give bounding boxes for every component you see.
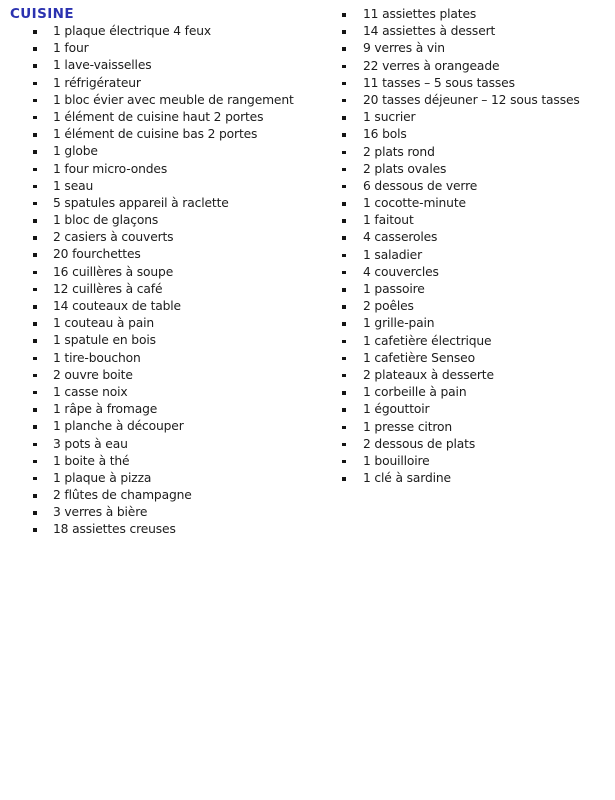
list-item-text: 1 clé à sardine	[363, 471, 451, 486]
bullet-icon	[33, 202, 37, 206]
list-item	[342, 229, 607, 246]
bullet-icon	[342, 374, 346, 378]
list-item-text: 11 tasses – 5 sous tasses	[363, 75, 515, 90]
list-item	[342, 333, 607, 350]
list-item-text: 1 réfrigérateur	[53, 75, 141, 90]
list-item-text: 1 casse noix	[53, 384, 128, 399]
list-item	[33, 418, 310, 435]
bullet-icon	[342, 443, 346, 447]
list-item	[33, 332, 310, 349]
list-item	[33, 504, 310, 521]
list-item-text: 1 élément de cuisine haut 2 portes	[53, 109, 264, 124]
list-item-text: 1 seau	[53, 178, 94, 193]
list-item	[33, 229, 310, 246]
list-item-text: 6 dessous de verre	[363, 178, 478, 193]
bullet-icon	[342, 288, 346, 292]
bullet-icon	[342, 477, 346, 481]
list-item-text: 1 bouilloire	[363, 453, 430, 468]
list-item	[342, 453, 607, 470]
list-item	[342, 470, 607, 487]
bullet-icon	[342, 322, 346, 326]
list-item	[342, 195, 607, 212]
list-item-text: 2 plateaux à desserte	[363, 367, 494, 382]
list-item	[33, 281, 310, 298]
bullet-icon	[33, 357, 37, 361]
list-item-text: 5 spatules appareil à raclette	[53, 195, 229, 210]
list-item	[33, 246, 310, 263]
bullet-icon	[33, 528, 37, 532]
list-item	[342, 144, 607, 161]
list-item-text: 11 assiettes plates	[363, 7, 477, 21]
list-item-text: 1 corbeille à pain	[363, 385, 467, 400]
list-item	[342, 281, 607, 298]
bullet-icon	[33, 168, 37, 172]
list-item	[33, 401, 310, 418]
bullet-icon	[33, 271, 37, 275]
list-item	[33, 367, 310, 384]
bullet-icon	[33, 305, 37, 309]
bullet-icon	[33, 494, 37, 498]
bullet-icon	[342, 202, 346, 206]
bullet-icon	[342, 408, 346, 412]
list-item	[342, 126, 607, 143]
bullet-icon	[342, 236, 346, 240]
list-item-text: 1 boite à thé	[53, 453, 130, 468]
list-item-text: 1 râpe à fromage	[53, 402, 158, 417]
list-item-text: 22 verres à orangeade	[363, 58, 500, 73]
bullet-icon	[33, 425, 37, 429]
list-item	[342, 419, 607, 436]
bullet-icon	[33, 408, 37, 412]
bullet-icon	[33, 443, 37, 447]
list-item	[33, 521, 310, 538]
list-item	[33, 212, 310, 229]
list-item-text: 1 élément de cuisine bas 2 portes	[53, 127, 258, 142]
list-item-text: 1 passoire	[363, 282, 425, 296]
bullet-icon	[33, 47, 37, 51]
bullet-icon	[33, 116, 37, 120]
list-item	[33, 350, 310, 367]
bullet-icon	[342, 271, 346, 275]
bullet-icon	[342, 305, 346, 309]
bullet-icon	[342, 47, 346, 51]
bullet-icon	[342, 133, 346, 137]
bullet-icon	[342, 116, 346, 120]
list-item	[33, 298, 310, 315]
list-item	[342, 6, 607, 23]
list-item-text: 3 pots à eau	[53, 436, 128, 451]
bullet-icon	[342, 151, 346, 155]
list-item-text: 12 cuillères à café	[53, 281, 163, 296]
bullet-icon	[342, 357, 346, 361]
list-item	[33, 315, 310, 332]
list-item	[33, 487, 310, 504]
list-item-text: 1 saladier	[363, 247, 422, 262]
list-item-text: 1 cafetière électrique	[363, 333, 492, 348]
list-item	[33, 453, 310, 470]
list-item	[342, 401, 607, 418]
list-item-text: 2 casiers à couverts	[53, 230, 174, 245]
bullet-icon	[342, 219, 346, 223]
list-item	[33, 75, 310, 92]
right-column	[342, 6, 607, 487]
bullet-icon	[33, 133, 37, 137]
list-item-text: 3 verres à bière	[53, 505, 148, 520]
list-item-text: 1 bloc évier avec meuble de rangement	[53, 92, 294, 107]
list-item-text: 1 sucrier	[363, 110, 416, 125]
bullet-icon	[342, 168, 346, 172]
list-item	[33, 436, 310, 453]
bullet-icon	[342, 99, 346, 103]
list-item-text: 14 assiettes à dessert	[363, 24, 496, 39]
list-item	[342, 58, 607, 75]
bullet-icon	[342, 82, 346, 86]
list-item-text: 20 fourchettes	[53, 247, 141, 262]
list-item-text: 1 lave-vaisselles	[53, 58, 152, 73]
bullet-icon	[33, 322, 37, 326]
list-item	[342, 92, 607, 109]
bullet-icon	[342, 340, 346, 344]
list-item-text: 1 globe	[53, 144, 98, 159]
list-item	[33, 126, 310, 143]
list-item	[342, 384, 607, 401]
bullet-icon	[342, 460, 346, 464]
bullet-icon	[342, 185, 346, 189]
list-item-text: 18 assiettes creuses	[53, 522, 176, 537]
list-item	[342, 178, 607, 195]
list-item	[342, 40, 607, 57]
list-item	[342, 264, 607, 281]
list-item-text: 2 poêles	[363, 299, 414, 314]
list-item-text: 1 tire-bouchon	[53, 350, 141, 365]
bullet-icon	[33, 236, 37, 240]
list-item	[342, 298, 607, 315]
list-item	[342, 436, 607, 453]
bullet-icon	[33, 391, 37, 395]
list-item-text: 1 plaque à pizza	[53, 470, 152, 485]
left-column	[10, 5, 310, 539]
bullet-icon	[33, 82, 37, 86]
bullet-icon	[33, 219, 37, 223]
list-item-text: 16 bols	[363, 127, 407, 142]
list-item-text: 1 cafetière Senseo	[363, 350, 475, 365]
list-item-text: 2 plats rond	[363, 144, 435, 159]
list-item-text: 2 plats ovales	[363, 161, 447, 176]
list-item	[342, 23, 607, 40]
list-item-text: 2 ouvre boite	[53, 367, 133, 382]
list-item-text: 1 spatule en bois	[53, 333, 156, 348]
list-item-text: 1 four micro-ondes	[53, 161, 168, 176]
bullet-icon	[33, 185, 37, 189]
list-item-text: 1 four	[53, 41, 89, 56]
list-item-text: 4 couvercles	[363, 264, 439, 279]
bullet-icon	[342, 391, 346, 395]
list-item-text: 2 dessous de plats	[363, 436, 476, 451]
bullet-icon	[33, 64, 37, 68]
list-item-text: 1 plaque électrique 4 feux	[53, 24, 212, 38]
list-item-text: 4 casseroles	[363, 230, 438, 245]
list-item	[342, 109, 607, 126]
list-item	[33, 109, 310, 126]
list-item	[33, 57, 310, 74]
list-item	[342, 315, 607, 332]
list-item	[33, 264, 310, 281]
list-item	[33, 470, 310, 487]
list-item	[33, 195, 310, 212]
list-item	[33, 178, 310, 195]
list-item-text: 9 verres à vin	[363, 41, 445, 56]
left-column-list	[33, 23, 310, 539]
list-item-text: 1 faitout	[363, 213, 414, 228]
bullet-icon	[33, 253, 37, 257]
list-item-text: 2 flûtes de champagne	[53, 488, 192, 503]
list-item	[342, 75, 607, 92]
list-item	[342, 247, 607, 264]
list-item	[33, 143, 310, 160]
bullet-icon	[342, 30, 346, 34]
list-item-text: 1 égouttoir	[363, 402, 430, 417]
bullet-icon	[33, 477, 37, 481]
list-item	[33, 40, 310, 57]
list-item-text: 1 planche à découper	[53, 419, 184, 434]
list-item-text: 1 grille-pain	[363, 316, 435, 331]
bullet-icon	[33, 30, 37, 34]
list-item-text: 14 couteaux de table	[53, 299, 181, 313]
list-item	[33, 384, 310, 401]
list-item	[33, 92, 310, 109]
right-column-list	[342, 6, 607, 487]
bullet-icon	[33, 150, 37, 154]
list-item-text: 1 cocotte-minute	[363, 196, 466, 211]
list-item	[342, 350, 607, 367]
bullet-icon	[342, 426, 346, 430]
bullet-icon	[33, 374, 37, 378]
list-item-text: 20 tasses déjeuner – 12 sous tasses	[363, 92, 580, 107]
bullet-icon	[33, 460, 37, 464]
list-item-text: 1 couteau à pain	[53, 316, 155, 331]
list-item-text: 1 presse citron	[363, 419, 453, 434]
bullet-icon	[342, 254, 346, 258]
list-item	[33, 161, 310, 178]
bullet-icon	[33, 511, 37, 515]
bullet-icon	[33, 339, 37, 343]
list-item	[342, 212, 607, 229]
list-item	[33, 23, 310, 40]
bullet-icon	[342, 13, 346, 17]
list-item	[342, 367, 607, 384]
list-item-text: 16 cuillères à soupe	[53, 264, 174, 279]
bullet-icon	[342, 65, 346, 69]
list-item-text: 1 bloc de glaçons	[53, 213, 159, 228]
bullet-icon	[33, 99, 37, 103]
list-item	[342, 161, 607, 178]
page-title: CUISINE	[10, 6, 74, 22]
bullet-icon	[33, 288, 37, 292]
